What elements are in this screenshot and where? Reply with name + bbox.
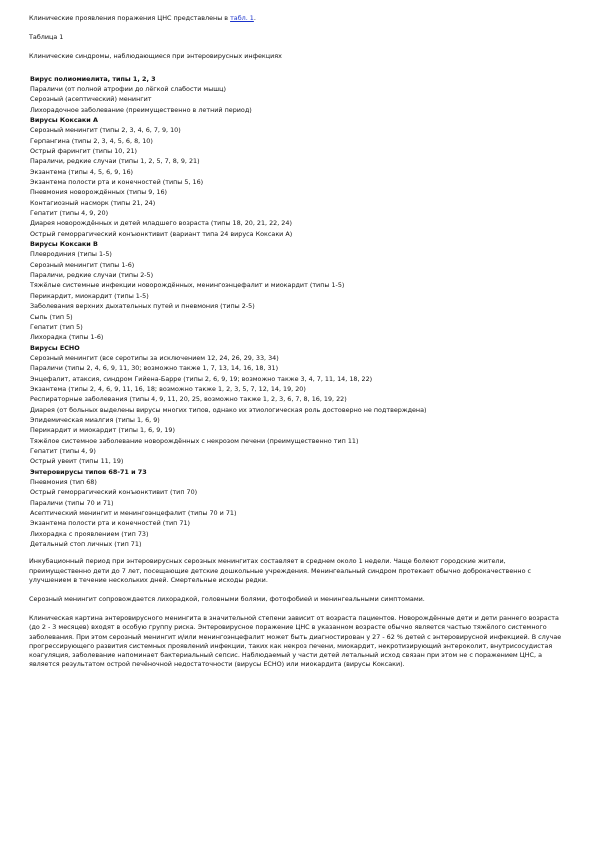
virus-group-heading: Вирусы Коксаки А bbox=[30, 115, 98, 124]
syndrome-item: Перикардит и миокардит (типы 1, 6, 9, 19) bbox=[30, 426, 175, 435]
syndrome-item: Энцефалит, атаксия, синдром Гийена-Барре (типы 2, 6, 9, 19; возможно также 3, 4, 7, 11, 14, 18, 22) bbox=[30, 374, 373, 383]
syndrome-item: Гепатит (тип 5) bbox=[30, 322, 83, 331]
syndrome-item: Острый фарингит (типы 10, 21) bbox=[30, 147, 138, 156]
document-page bbox=[29, 14, 569, 669]
body-paragraph: Клиническая картина энтеровирусного менингита в значительной степени зависит от возраста пациентов. Новорождённые дети и дети раннего возраста (до 2 - 3 месяцев) входят в особую группу риска. Энтеровирусное поражение ЦНС в указанном возрасте обычно является частью тяжёлого системного заболевания. При этом серозный менингит и/или менингоэнцефалит может быть диагностирован у 27 - 62 % детей с энтеровирусной инфекцией. В случае прогрессирующего развития системных проявлений инфекции, таких как некроз печени, миокардит, некротизирующий энтероколит, внутрисосудистая коагуляция, заболевание напоминает бактериальный сепсис. Наблюдаемый у части детей летальный исход связан при этом не с поражением ЦНС, а является результатом острой печёночной недостаточности (вирусы ЕСНО) или миокардита (вирусы Коксаки). bbox=[29, 614, 562, 669]
syndrome-item: Перикардит, миокардит (типы 1-5) bbox=[30, 291, 149, 300]
syndrome-item: Экзантема (типы 2, 4, 6, 9, 11, 16, 18; возможно также 1, 2, 3, 5, 7, 12, 14, 19, 20) bbox=[30, 384, 306, 393]
syndrome-item: Эпидемическая миалгия (типы 1, 6, 9) bbox=[30, 415, 160, 424]
intro-text: Клинические проявления поражения ЦНС представлены в bbox=[29, 14, 231, 22]
body-paragraph: Серозный менингит сопровождается лихорадкой, головными болями, фотофобией и менингеальными симптомами. bbox=[29, 595, 425, 604]
table-label: Таблица 1 bbox=[29, 33, 64, 42]
body-paragraph: Инкубационный период при энтеровирусных серозных менингитах составляет в среднем около 1 недели. Чаще болеют городские жители, преимущественно дети до 7 лет, посещающие детские дошкольные учреждения. Менингеальный синдром протекает обычно доброкачественно с улучшением в течение нескольких дней. Смертельные исходы редки. bbox=[29, 557, 532, 584]
syndrome-item: Тяжёлое системное заболевание новорождённых с некрозом печени (преимущественно тип 11) bbox=[30, 436, 359, 445]
virus-group-heading: Энтеровирусы типов 68-71 и 73 bbox=[30, 467, 147, 476]
syndrome-item: Заболевания верхних дыхательных путей и пневмония (типы 2-5) bbox=[30, 302, 255, 311]
syndrome-item: Параличи (типы 2, 4, 6, 9, 11, 30; возможно также 1, 7, 13, 14, 16, 18, 31) bbox=[30, 364, 279, 373]
virus-group-heading: Вирус полиомиелита, типы 1, 2, 3 bbox=[30, 74, 156, 83]
syndrome-item: Серозный менингит (все серотипы за исключением 12, 24, 26, 29, 33, 34) bbox=[30, 353, 279, 362]
body-text bbox=[29, 557, 569, 669]
syndrome-item: Пневмония новорождённых (типы 9, 16) bbox=[30, 188, 168, 197]
syndrome-item: Асептический менингит и менингоэнцефалит (типы 70 и 71) bbox=[30, 509, 237, 518]
syndrome-item: Контагиозный насморк (типы 21, 24) bbox=[30, 198, 156, 207]
table-title: Клинические синдромы, наблюдающиеся при энтеровирусных инфекциях bbox=[29, 52, 282, 61]
syndrome-item: Экзантема полости рта и конечностей (тип 71) bbox=[30, 519, 190, 528]
syndrome-item: Серозный (асептический) менингит bbox=[30, 95, 152, 104]
syndrome-item: Герпангина (типы 2, 3, 4, 5, 6, 8, 10) bbox=[30, 136, 153, 145]
syndrome-item: Экзантема полости рта и конечностей (типы 5, 16) bbox=[30, 178, 204, 187]
syndromes-list bbox=[29, 74, 569, 550]
syndrome-item: Плевродиния (типы 1-5) bbox=[30, 250, 112, 259]
intro-paragraph bbox=[29, 14, 569, 23]
syndrome-item: Респираторные заболевания (типы 4, 9, 11, 20, 25, возможно также 1, 2, 3, 6, 7, 8, 16, 19, 22) bbox=[30, 395, 347, 404]
syndrome-item: Параличи, редкие случаи (типы 2-5) bbox=[30, 271, 154, 280]
syndrome-item: Тяжёлые системные инфекции новорождённых, менингоэнцефалит и миокардит (типы 1-5) bbox=[30, 281, 345, 290]
syndrome-item: Гепатит (типы 4, 9) bbox=[30, 446, 96, 455]
intro-end: . bbox=[253, 14, 256, 22]
syndrome-item: Острый геморрагический конъюнктивит (тип 70) bbox=[30, 488, 198, 497]
syndrome-item: Серозный менингит (типы 2, 3, 4, 6, 7, 9, 10) bbox=[30, 126, 181, 135]
syndrome-item: Параличи (типы 70 и 71) bbox=[30, 498, 114, 507]
syndrome-item: Серозный менингит (типы 1-6) bbox=[30, 260, 135, 269]
syndrome-item: Детальный стоп личных (тип 71) bbox=[30, 540, 142, 549]
syndrome-item: Экзантема (типы 4, 5, 6, 9, 16) bbox=[30, 167, 134, 176]
syndrome-item: Пневмония (тип 68) bbox=[30, 478, 97, 487]
syndrome-item: Острый геморрагический конъюнктивит (вариант типа 24 вируса Коксаки А) bbox=[30, 229, 293, 238]
syndrome-item: Лихорадочное заболевание (преимущественно в летний период) bbox=[30, 105, 252, 114]
virus-group-heading: Вирусы Коксаки В bbox=[30, 240, 98, 249]
syndrome-item: Параличи, редкие случаи (типы 1, 2, 5, 7, 8, 9, 21) bbox=[30, 157, 200, 166]
syndrome-item: Лихорадка с проявлением (тип 73) bbox=[30, 529, 149, 538]
syndrome-item: Диарея (от больных выделены вирусы многих типов, однако их этиологическая роль достоверно не подтверждена) bbox=[30, 405, 427, 414]
virus-group-heading: Вирусы ЕСНО bbox=[30, 343, 80, 352]
syndrome-item: Диарея новорождённых и детей младшего возраста (типы 18, 20, 21, 22, 24) bbox=[30, 219, 292, 228]
syndrome-item: Сыпь (тип 5) bbox=[30, 312, 73, 321]
syndrome-item: Параличи (от полной атрофии до лёгкой слабости мышц) bbox=[30, 84, 226, 93]
syndrome-item: Гепатит (типы 4, 9, 20) bbox=[30, 209, 109, 218]
syndrome-item: Острый увеит (типы 11, 19) bbox=[30, 457, 124, 466]
syndrome-item: Лихорадка (типы 1-6) bbox=[30, 333, 104, 342]
table-1-link[interactable]: табл. 1 bbox=[230, 14, 254, 22]
